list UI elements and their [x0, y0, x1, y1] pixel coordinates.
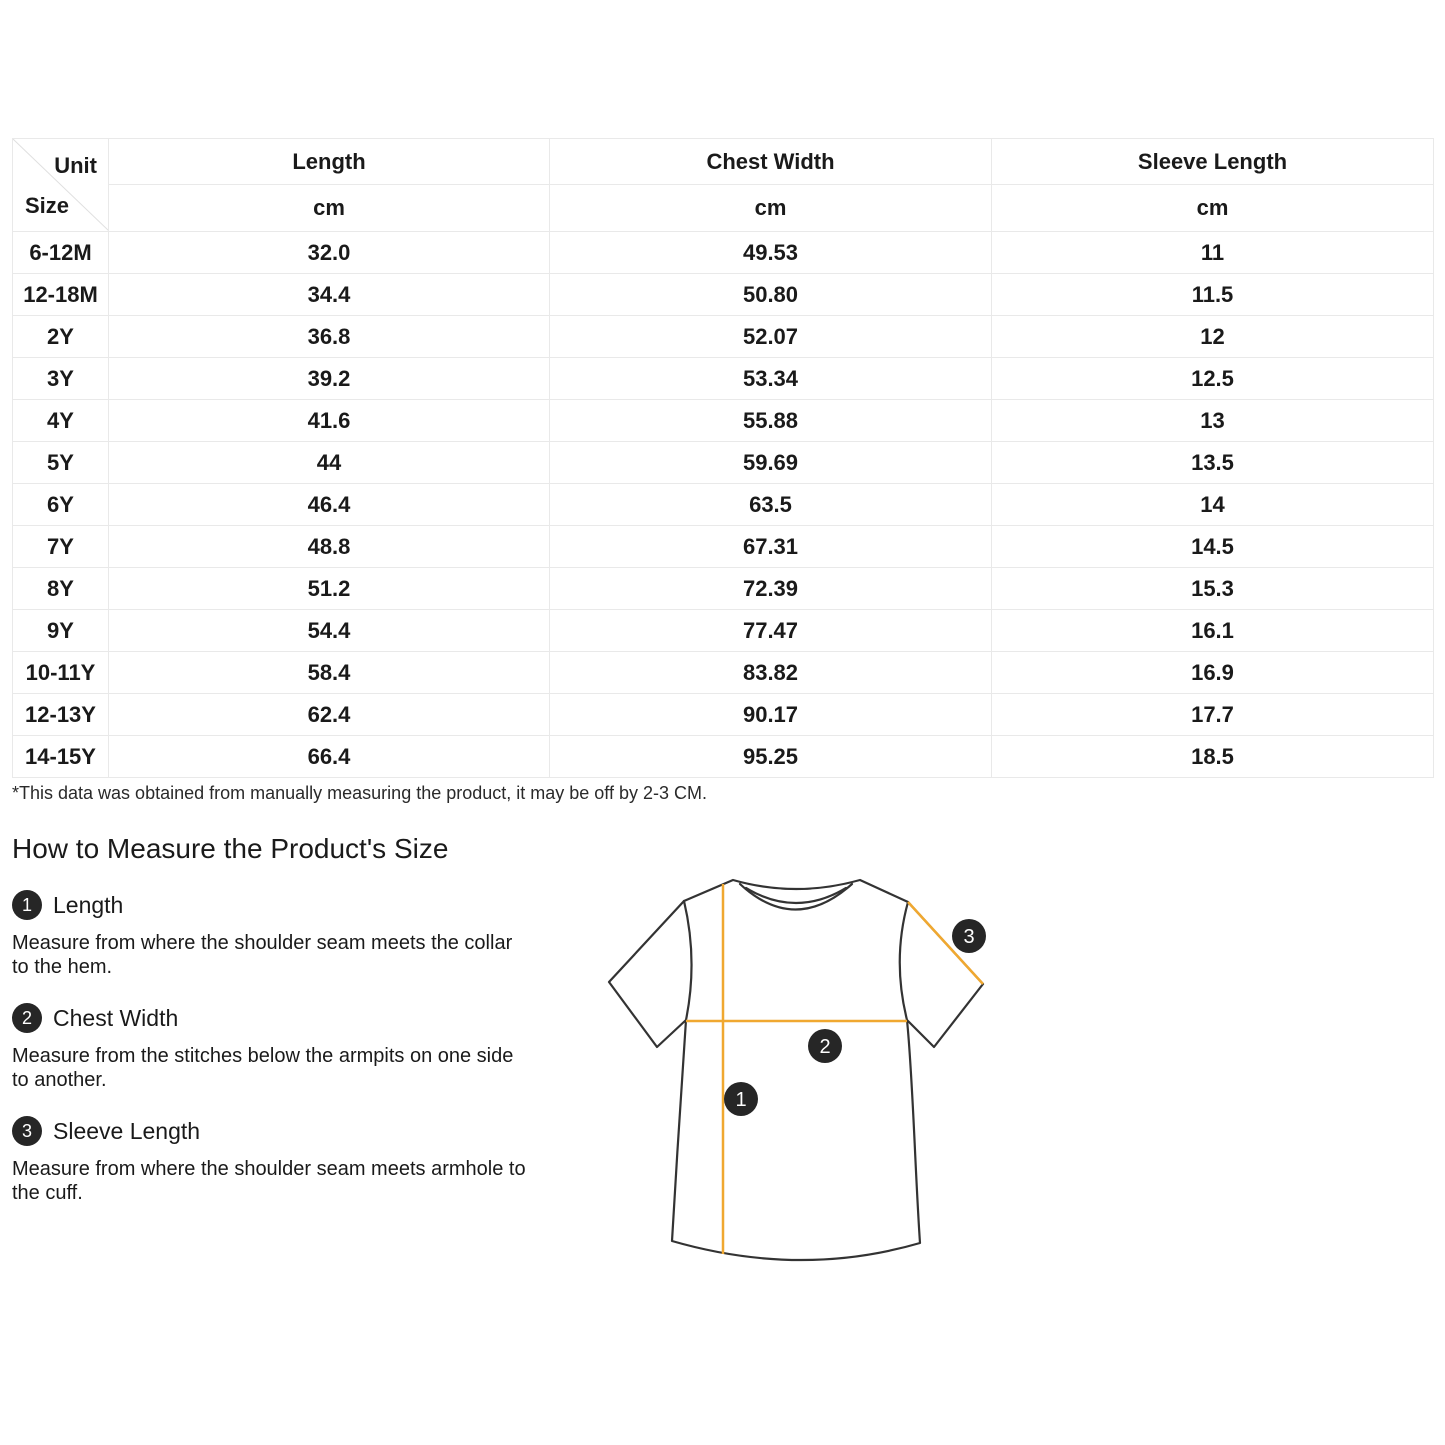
- size-cell: 3Y: [13, 358, 109, 400]
- sleeve-length-cell: 11: [992, 232, 1434, 274]
- chest-width-cell: 53.34: [550, 358, 992, 400]
- table-row: [13, 274, 1434, 316]
- marker-2-label: 2: [819, 1036, 831, 1058]
- chest-width-cell: 52.07: [550, 316, 992, 358]
- unit-cell-chest-width: cm: [550, 185, 992, 232]
- tshirt-outline-icon: [600, 870, 1000, 1270]
- left-armhole-seam: [684, 901, 692, 1020]
- size-cell: 12-13Y: [13, 694, 109, 736]
- marker-1: [724, 1082, 758, 1116]
- unit-cell-sleeve-length: cm: [992, 185, 1434, 232]
- step-description: Measure from where the shoulder seam meets armhole to the cuff.: [12, 1158, 526, 1204]
- marker-3-label: 3: [963, 926, 975, 948]
- size-cell: 14-15Y: [13, 736, 109, 778]
- chest-width-cell: 50.80: [550, 274, 992, 316]
- step-number-badge: 2: [12, 1003, 42, 1033]
- length-cell: 44: [109, 442, 550, 484]
- size-label: Size: [25, 193, 70, 218]
- step-sleeve-length: [12, 1115, 532, 1205]
- sleeve-length-cell: 11.5: [992, 274, 1434, 316]
- size-cell: 8Y: [13, 568, 109, 610]
- corner-header-cell: [13, 139, 109, 232]
- chest-width-cell: 55.88: [550, 400, 992, 442]
- step-description: Measure from the stitches below the armpits on one side to another.: [12, 1045, 514, 1091]
- step-number-badge: 3: [12, 1116, 42, 1146]
- length-cell: 48.8: [109, 526, 550, 568]
- length-cell: 51.2: [109, 568, 550, 610]
- marker-3: [952, 919, 986, 953]
- shirt-body-outline: [609, 880, 983, 1260]
- length-cell: 58.4: [109, 652, 550, 694]
- length-cell: 62.4: [109, 694, 550, 736]
- size-cell: 2Y: [13, 316, 109, 358]
- table-row: [13, 442, 1434, 484]
- table-row: [13, 652, 1434, 694]
- sleeve-length-cell: 18.5: [992, 736, 1434, 778]
- step-description: Measure from where the shoulder seam meets the collar to the hem.: [12, 932, 513, 978]
- sleeve-length-cell: 15.3: [992, 568, 1434, 610]
- marker-1-label: 1: [735, 1089, 747, 1111]
- step-title: Sleeve Length: [53, 1117, 201, 1144]
- chest-width-cell: 59.69: [550, 442, 992, 484]
- sleeve-length-cell: 13: [992, 400, 1434, 442]
- table-row: [13, 232, 1434, 274]
- step-title: Chest Width: [53, 1004, 179, 1031]
- size-cell: 12-18M: [13, 274, 109, 316]
- chest-width-cell: 67.31: [550, 526, 992, 568]
- sleeve-length-cell: 17.7: [992, 694, 1434, 736]
- table-row: [13, 736, 1434, 778]
- right-armhole-seam: [900, 902, 908, 1020]
- size-cell: 5Y: [13, 442, 109, 484]
- measurement-disclaimer: *This data was obtained from manually measuring the product, it may be off by 2-3 CM.: [12, 783, 708, 803]
- step-length: [12, 889, 532, 979]
- length-cell: 34.4: [109, 274, 550, 316]
- table-row: [13, 484, 1434, 526]
- chest-width-cell: 63.5: [550, 484, 992, 526]
- sleeve-length-cell: 12.5: [992, 358, 1434, 400]
- sleeve-length-cell: 13.5: [992, 442, 1434, 484]
- table-row: [13, 568, 1434, 610]
- sleeve-length-cell: 14.5: [992, 526, 1434, 568]
- size-cell: 10-11Y: [13, 652, 109, 694]
- marker-2: [808, 1029, 842, 1063]
- size-cell: 7Y: [13, 526, 109, 568]
- size-cell: 6Y: [13, 484, 109, 526]
- chest-width-cell: 83.82: [550, 652, 992, 694]
- table-row: [13, 694, 1434, 736]
- step-chest-width: [12, 1002, 532, 1092]
- how-to-measure-title: How to Measure the Product's Size: [12, 833, 449, 864]
- chest-width-cell: 49.53: [550, 232, 992, 274]
- table-row: [13, 358, 1434, 400]
- table-row: [13, 400, 1434, 442]
- column-header-chest-width: Chest Width: [550, 139, 992, 185]
- length-cell: 41.6: [109, 400, 550, 442]
- column-header-length: Length: [109, 139, 550, 185]
- sleeve-length-cell: 12: [992, 316, 1434, 358]
- size-cell: 4Y: [13, 400, 109, 442]
- step-title: Length: [53, 891, 124, 918]
- length-cell: 39.2: [109, 358, 550, 400]
- unit-cell-length: cm: [109, 185, 550, 232]
- chest-width-cell: 90.17: [550, 694, 992, 736]
- unit-label: Unit: [54, 153, 97, 178]
- chest-width-cell: 72.39: [550, 568, 992, 610]
- column-header-sleeve-length: Sleeve Length: [992, 139, 1434, 185]
- size-cell: 6-12M: [13, 232, 109, 274]
- length-cell: 66.4: [109, 736, 550, 778]
- length-cell: 36.8: [109, 316, 550, 358]
- sleeve-length-cell: 14: [992, 484, 1434, 526]
- length-cell: 54.4: [109, 610, 550, 652]
- collar-outline: [740, 884, 852, 910]
- sleeve-length-cell: 16.1: [992, 610, 1434, 652]
- chest-width-cell: 77.47: [550, 610, 992, 652]
- table-row: [13, 526, 1434, 568]
- table-row: [13, 316, 1434, 358]
- size-chart-table: [12, 138, 1434, 778]
- step-number-badge: 1: [12, 890, 42, 920]
- sleeve-length-cell: 16.9: [992, 652, 1434, 694]
- size-rows: [13, 232, 1434, 778]
- size-cell: 9Y: [13, 610, 109, 652]
- length-cell: 32.0: [109, 232, 550, 274]
- chest-width-cell: 95.25: [550, 736, 992, 778]
- length-cell: 46.4: [109, 484, 550, 526]
- table-row: [13, 610, 1434, 652]
